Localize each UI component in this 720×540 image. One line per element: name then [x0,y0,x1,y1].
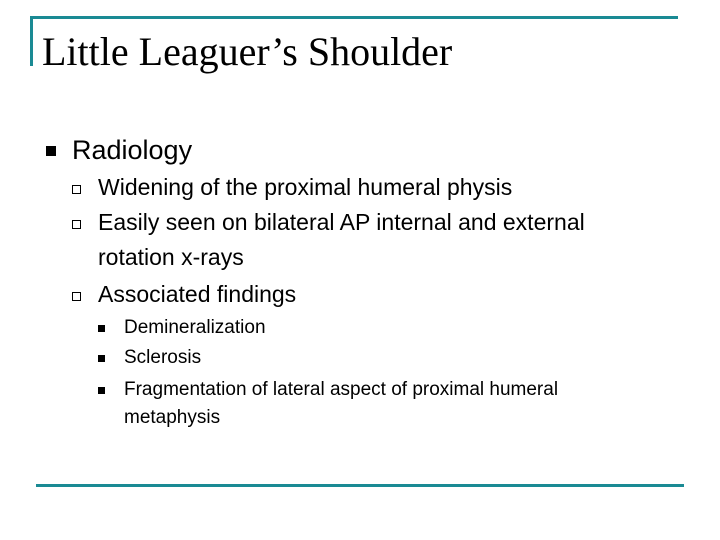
sub-bullet-text: rotation x-rays [98,244,244,270]
filled-square-bullet-icon [98,387,105,394]
sub-bullet-continuation [98,244,244,271]
sub-bullet-text: Easily seen on bilateral AP internal and external [98,209,585,235]
sub-sub-bullet-text: Fragmentation of lateral aspect of proximal humeral [124,379,559,400]
sub-sub-bullet-continuation [124,406,220,429]
bottom-rule [36,484,684,487]
filled-square-bullet-icon [98,325,105,332]
sub-bullet-text: Associated findings [98,281,297,307]
title-frame-top-rule [30,16,678,19]
sub-bullet-text: Widening of the proximal humeral physis [98,174,513,200]
sub-sub-bullet-text: Demineralization [124,317,266,338]
title-frame-left-rule [30,16,33,66]
bullet-text: Radiology [72,135,193,165]
filled-square-bullet-icon [98,355,105,362]
sub-sub-bullet-text: Sclerosis [124,347,202,368]
sub-sub-bullet-text: metaphysis [124,407,221,428]
filled-square-bullet-icon [46,146,56,156]
hollow-square-bullet-icon [72,185,81,194]
hollow-square-bullet-icon [72,220,81,229]
hollow-square-bullet-icon [72,292,81,301]
slide-title: Little Leaguer’s Shoulder [42,29,453,74]
